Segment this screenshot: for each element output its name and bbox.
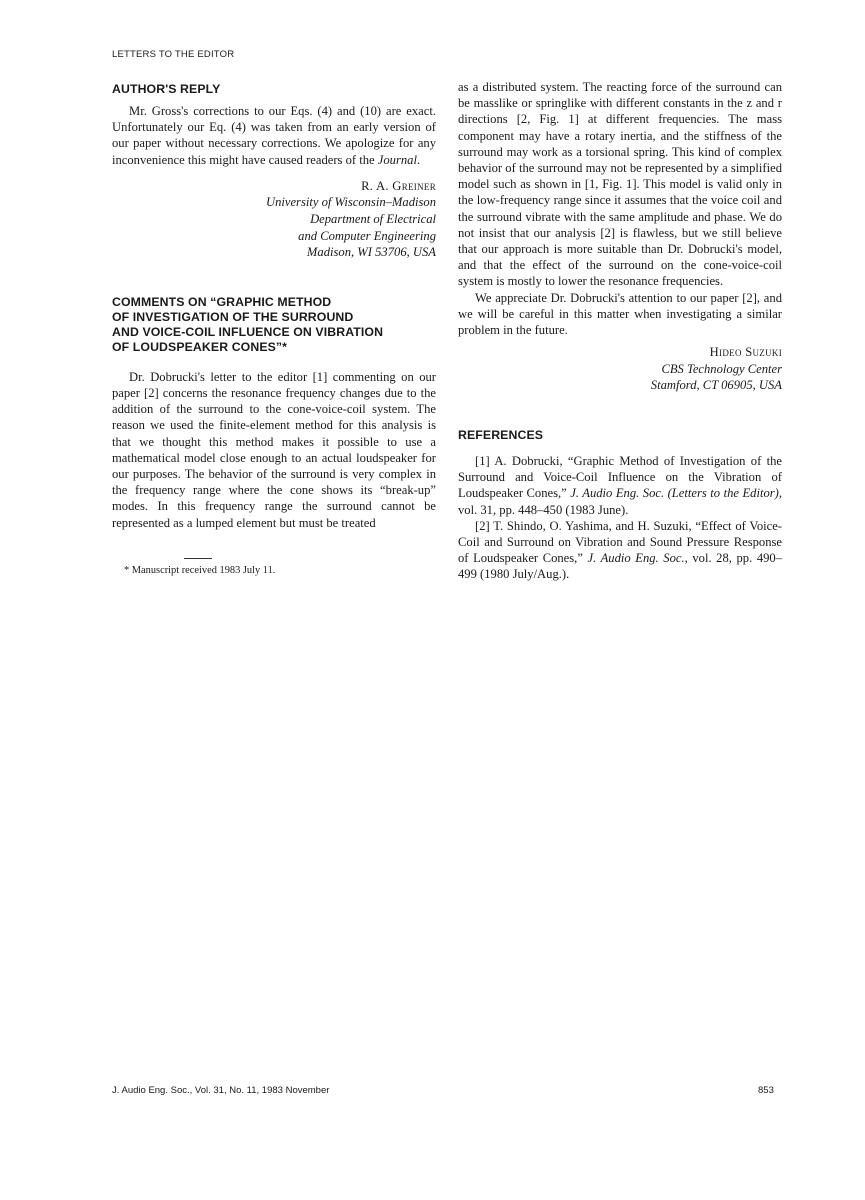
authors-reply-text: Mr. Gross's corrections to our Eqs. (4) and (10) are exact. Unfortunately our Eq. (4) was taken from an early version of our paper without necessary corrections. We apologize for any inconvenience this might have caused readers of the <box>112 104 436 167</box>
reference-2-tail: , vol. 28, pp. 490–499 (1980 July/Aug.). <box>458 551 783 582</box>
comments-heading <box>112 295 436 355</box>
suzuki-signature <box>458 344 782 394</box>
left-column <box>112 79 436 577</box>
signature-affiliation: University of Wisconsin–Madison <box>265 195 436 210</box>
authors-reply-period: . <box>416 152 421 167</box>
page-number: 853 <box>758 1085 774 1096</box>
reference-2-journal: J. Audio Eng. Soc. <box>587 551 685 566</box>
comments-paragraph-1: Dr. Dobrucki's letter to the editor [1] commenting on our paper [2] concerns the resonance frequency changes due to the addition of the surround to the cone-voice-coil system. The reason we used the finite-element method for this analysis is that we thought this method makes it possible to use a mathematical model close enough to an actual loudspeaker for our purposes. The behavior of the surround is very complex in the frequency range where the cone shows its “break-up” modes. In this frequency range the surround cannot be represented as a lumped element but must be treated <box>112 369 436 530</box>
footer-citation: J. Audio Eng. Soc., Vol. 31, No. 11, 1983 November <box>112 1085 330 1096</box>
reference-1-tail: , vol. 31, pp. 448–450 (1983 June). <box>458 486 782 517</box>
authors-reply-heading: AUTHOR'S REPLY <box>112 82 221 96</box>
footnote-rule <box>184 558 212 559</box>
greiner-signature <box>112 178 436 261</box>
reference-1-text: [1] A. Dobrucki, “Graphic Method of Investigation of the Surround and Voice-Coil Influence on the Vibration of Loudspeaker Cones,” <box>458 454 782 501</box>
reference-1 <box>458 453 782 518</box>
reference-1-journal: J. Audio Eng. Soc. (Letters to the Editor) <box>570 486 779 501</box>
comments-heading-line: COMMENTS ON “GRAPHIC METHOD <box>112 294 332 309</box>
comments-paragraph-3: We appreciate Dr. Dobrucki's attention to our paper [2], and we will be careful in this matter when investigating a similar problem in the future. <box>458 290 782 338</box>
references-heading: REFERENCES <box>458 428 544 443</box>
comments-heading-line: AND VOICE-COIL INFLUENCE ON VIBRATION <box>112 324 384 339</box>
signature-affiliation: and Computer Engineering <box>298 228 436 243</box>
comments-paragraph-2: as a distributed system. The reacting force of the surround can be masslike or springlike with different constants in the z and r directions [2, Fig. 1] at different frequencies. The mass component may have a rotary inertia, and the stiffness of the surround may work as a torsional spring. This kind of complex behavior of the surround may not be represented by a simplified model such as shown in [1, Fig. 1]. This model is valid only in the low-frequency range since it assumes that the voice coil and the surround vibrate with the same amplitude and phase. We do not insist that our analysis [2] is flawless, but we still believe that our approach is more suitable than Dr. Dobrucki's model, and that the effect of the surround on the cone-voice-coil system is mostly to lower the resonance frequencies. <box>458 80 782 289</box>
comments-heading-line: OF INVESTIGATION OF THE SURROUND <box>112 309 354 324</box>
right-column <box>458 79 782 583</box>
signature-name: Hideo Suzuki <box>709 345 782 360</box>
signature-name: R. A. Greiner <box>361 178 436 193</box>
reference-2-text: [2] T. Shindo, O. Yashima, and H. Suzuki, “Effect of Voice-Coil and Surround on Vibration and Sound Pressure Response of Loudspeaker Cones,” <box>458 518 782 566</box>
signature-affiliation: Stamford, CT 06905, USA <box>650 378 782 393</box>
comments-heading-line: OF LOUDSPEAKER CONES”* <box>112 339 288 354</box>
signature-affiliation: CBS Technology Center <box>661 361 782 376</box>
running-head: LETTERS TO THE EDITOR <box>112 49 235 60</box>
signature-affiliation: Department of Electrical <box>310 212 436 226</box>
manuscript-footnote: * Manuscript received 1983 July 11. <box>124 564 276 576</box>
reference-2 <box>458 518 782 583</box>
signature-affiliation: Madison, WI 53706, USA <box>306 245 436 260</box>
authors-reply-paragraph <box>112 103 436 168</box>
journal-word: Journal <box>377 152 417 167</box>
